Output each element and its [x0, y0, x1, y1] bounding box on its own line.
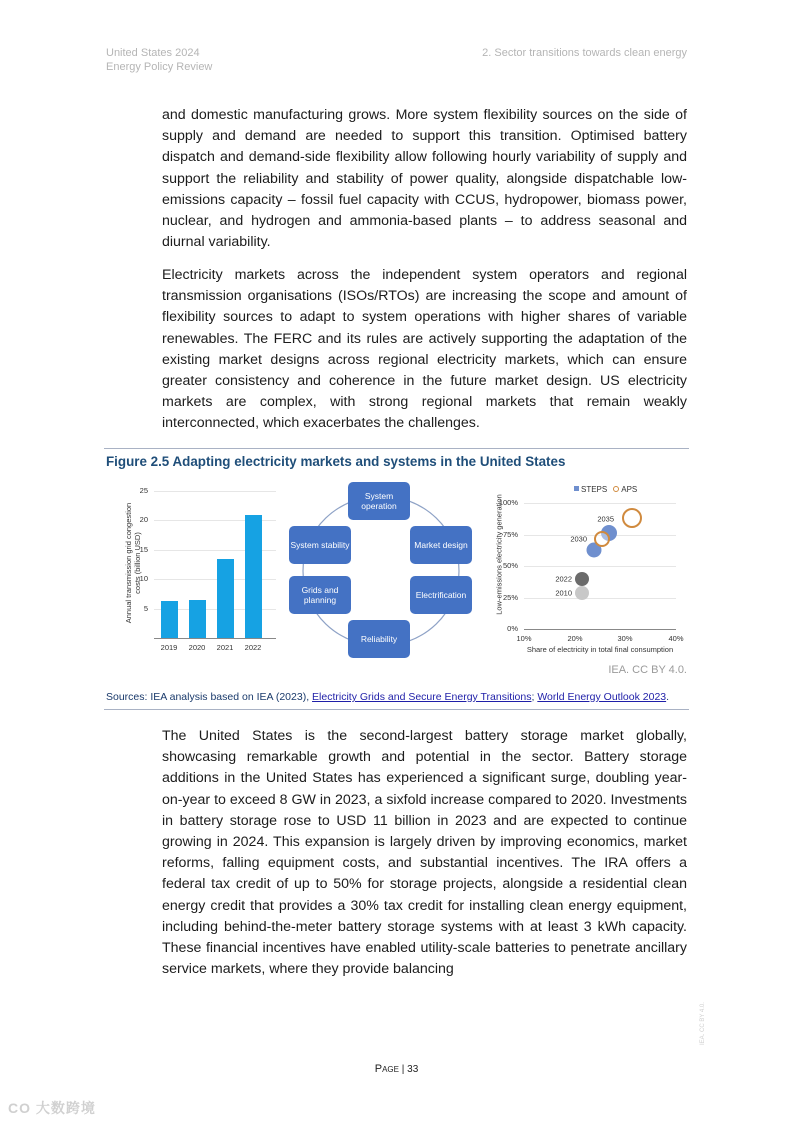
point-label-2010: 2010: [555, 588, 572, 598]
running-header-chapter: 2. Sector transitions towards clean energy: [482, 47, 687, 59]
bar-2022: [245, 515, 262, 638]
point-label-2030: 2030: [570, 534, 587, 544]
point-label-2035: 2035: [597, 514, 614, 524]
figure-bottom-divider: [104, 709, 689, 710]
node-system-stability: System stability: [289, 526, 351, 564]
gridline: [524, 503, 676, 504]
x-tick: 20%: [567, 634, 583, 643]
scatter-legend: [574, 485, 637, 494]
report-title: Energy Policy Review: [106, 61, 213, 73]
bar-2020: [189, 600, 206, 638]
node-system-operation: System operation: [348, 482, 410, 520]
figure-top-divider: [104, 448, 689, 449]
market-adaptation-cycle-diagram: [286, 480, 476, 662]
y-tick: 75%: [502, 530, 518, 539]
y-tick: 20: [139, 515, 148, 524]
scatter-x-axis-label: Share of electricity in total final consumption: [526, 645, 674, 654]
aps-marker-icon: [613, 486, 619, 492]
sources-suffix: .: [666, 691, 670, 703]
electrification-scatter-chart: [488, 482, 688, 660]
y-tick: 25: [139, 486, 148, 495]
page-label: Page: [374, 1063, 399, 1075]
point-2022: [575, 572, 589, 586]
y-tick: 15: [139, 545, 148, 554]
figure-sources: [106, 691, 669, 703]
legend-steps: STEPS: [581, 485, 608, 494]
congestion-cost-bar-chart: [112, 482, 280, 657]
x-tick: 10%: [516, 634, 532, 643]
bar-2021: [217, 559, 234, 638]
point-2010: [575, 586, 589, 600]
point-label-2022: 2022: [555, 574, 572, 584]
x-tick: 40%: [668, 634, 684, 643]
node-electrification: Electrification: [410, 576, 472, 614]
x-tick: 2021: [216, 643, 234, 652]
x-tick: 2020: [188, 643, 206, 652]
point-aps-2030: [594, 531, 610, 547]
figure-license-credit: IEA. CC BY 4.0.: [608, 664, 687, 676]
bar-2019: [161, 601, 178, 638]
y-tick: 5: [143, 604, 148, 613]
report-country-year: United States 2024: [106, 47, 200, 59]
bar-chart-y-axis-label: Annual transmission grid congestion costs (billion USD): [124, 502, 142, 624]
scatter-y-axis-label: Low-emissions electricity generation: [494, 494, 504, 615]
gridline: [524, 566, 676, 567]
side-license-credit: IEA. CC BY 4.0.: [700, 1002, 706, 1045]
gridline: [154, 491, 276, 492]
x-tick: 30%: [617, 634, 633, 643]
y-tick: 50%: [502, 561, 518, 570]
node-grids-and-planning: Grids and planning: [289, 576, 351, 614]
body-paragraph-markets: Electricity markets across the independent system operators and regional transmission organisations (ISOs/RTOs) are increasing the scope and amount of flexibility sources to adapt to system operations with higher shares of variable renewables. The FERC and its rules are actively supporting the adaptation of the existing market designs across regional electricity markets, which can ensure greater consistency and coherence in the future market design. US electricity markets are complex, with strong regional markets that remain weakly interconnected, which exacerbates the challenges.: [162, 267, 687, 432]
running-header-left: [106, 46, 212, 74]
x-tick: 2019: [160, 643, 178, 652]
body-paragraph-battery-storage: The United States is the second-largest battery storage market globally, showcasing remarkable growth and potential in the sector. Battery storage additions in the United States has experienced a significant surge, doubling year-on-year to exceed 8 GW in 2023, a sixfold increase compared to 2020. Investments in battery storage rose to USD 11 billion in 2023 and are expected to continue growing in 2024. This expansion is largely driven by improving economics, market reforms, falling equipment costs, and substantial incentives. The IRA offers a federal tax credit of up to 50% for storage projects, alongside a residential clean energy credit that provides a 30% tax credit for installing clean energy equipment, including behind-the-meter battery storage systems with at least 3 kWh capacity. These financial incentives have enabled utility-scale batteries to penetrate ancillary service markets, where they provide balancing: [162, 728, 687, 978]
body-paragraph-flexibility: and domestic manufacturing grows. More system flexibility sources on the side of supply and demand are needed to support this transition. Optimised battery dispatch and demand-side flexibility allow following hourly variability of supply and support the reliability and stability of power quality, alongside dispatchable low-emissions capacity – fossil fuel capacity with CCUS, hydropower, biomass power, nuclear, and hydrogen and ammonia-based plants – to address seasonal and diurnal variability.: [162, 107, 687, 251]
steps-marker-icon: [574, 486, 579, 491]
source-link-electricity-grids[interactable]: Electricity Grids and Secure Energy Transitions: [312, 691, 532, 703]
x-axis: [524, 629, 676, 630]
x-tick: 2022: [244, 643, 262, 652]
watermark-logo: CO 大数跨境: [8, 1100, 96, 1116]
page-number: [0, 1063, 793, 1075]
point-aps-2035: [622, 508, 642, 528]
y-tick: 10: [139, 574, 148, 583]
y-tick: 100%: [498, 498, 518, 507]
page-number-value: | 33: [401, 1064, 419, 1075]
node-reliability: Reliability: [348, 620, 410, 658]
node-market-design: Market design: [410, 526, 472, 564]
gridline: [524, 598, 676, 599]
y-tick: 0%: [507, 624, 518, 633]
sources-separator: ;: [531, 691, 538, 703]
y-tick: 25%: [502, 593, 518, 602]
x-axis: [154, 638, 276, 639]
source-link-weo-2023[interactable]: World Energy Outlook 2023: [537, 691, 667, 703]
sources-prefix: Sources: IEA analysis based on IEA (2023),: [106, 691, 313, 703]
legend-aps: APS: [621, 485, 638, 494]
figure-title: Figure 2.5 Adapting electricity markets and systems in the United States: [106, 454, 566, 469]
